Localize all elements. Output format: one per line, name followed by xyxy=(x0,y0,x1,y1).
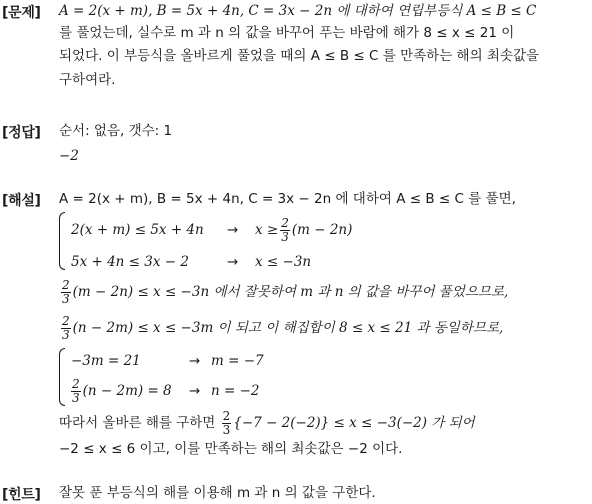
hint-text: 잘못 푼 부등식의 해를 이용해 m 과 n 의 값을 구한다. xyxy=(59,485,376,501)
sys2-row2-fraction xyxy=(71,378,81,405)
sys1-row2-left: 5x + 4n ≤ 3x − 2 xyxy=(71,254,189,270)
answer-value: −2 xyxy=(59,148,79,164)
fraction-denominator: 3 xyxy=(281,230,289,244)
sys1-row1-right-post: (m − 2n) xyxy=(291,222,353,238)
equation-system-2 xyxy=(59,346,539,408)
line5-post: {−7 − 2(−2)} ≤ x ≤ −3(−2) 가 되어 xyxy=(233,415,475,431)
problem-line-4: 구하여라. xyxy=(59,72,116,88)
sys1-row1-fraction xyxy=(280,217,290,244)
sys1-row1-right xyxy=(255,213,352,247)
answer-order-count: 순서: 없음, 갯수: 1 xyxy=(59,123,173,139)
fraction-numerator: 2 xyxy=(72,377,80,391)
fraction-numerator: 2 xyxy=(62,314,70,328)
inequality-system-1 xyxy=(59,210,539,272)
sys2-row2-left xyxy=(69,374,172,408)
line4-text: (n − 2m) ≤ x ≤ −3m 이 되고 이 해집합이 8 ≤ x ≤ 21 과 동일하므로, xyxy=(72,320,504,336)
line3-text: (m − 2n) ≤ x ≤ −3n 에서 잘못하여 m 과 n 의 값을 바꾸어 풀었으므로, xyxy=(72,284,509,300)
fraction-numerator: 2 xyxy=(222,408,231,423)
problem-line-1: A = 2(x + m), B = 5x + 4n, C = 3x − 2n 에 대하여 연립부등식 A ≤ B ≤ C xyxy=(59,3,537,19)
line3-fraction xyxy=(61,279,71,306)
sys1-row2-arrow: → xyxy=(227,254,239,270)
fraction-numerator: 2 xyxy=(281,216,289,230)
sys2-row1-left: −3m = 21 xyxy=(71,353,141,369)
solution-line-6: −2 ≤ x ≤ 6 이고, 이를 만족하는 해의 최솟값은 −2 이다. xyxy=(59,441,403,457)
solution-line-5 xyxy=(59,406,475,440)
sys2-row2-left-text: (n − 2m) = 8 xyxy=(82,383,172,399)
sys1-row2-right: x ≤ −3n xyxy=(255,254,312,270)
line5-fraction xyxy=(222,410,232,437)
problem-tag: [문제] xyxy=(2,5,41,21)
hint-tag: [힌트] xyxy=(2,487,41,503)
sys2-row1-arrow: → xyxy=(189,353,201,369)
sys1-row1-arrow: → xyxy=(227,222,239,238)
system-2-brace xyxy=(59,348,65,406)
fraction-numerator: 2 xyxy=(62,278,70,292)
solution-tag: [해설] xyxy=(2,193,41,209)
fraction-denominator: 3 xyxy=(62,292,70,306)
system-1-brace xyxy=(59,212,65,270)
fraction-denominator: 3 xyxy=(72,391,80,405)
line4-fraction xyxy=(61,315,71,342)
problem-line-3: 되었다. 이 부등식을 올바르게 풀었을 때의 A ≤ B ≤ C 를 만족하는 해의 최솟값을 xyxy=(59,48,540,64)
fraction-denominator: 3 xyxy=(62,328,70,342)
line5-pre: 따라서 올바른 해를 구하면 xyxy=(59,415,216,431)
sys1-row1-right-pre: x ≥ xyxy=(255,222,279,238)
sys2-row2-right: n = −2 xyxy=(211,383,260,399)
sys2-row2-arrow: → xyxy=(189,383,201,399)
solution-line-4 xyxy=(59,310,503,346)
sys2-row1-right: m = −7 xyxy=(211,353,264,369)
solution-intro: A = 2(x + m), B = 5x + 4n, C = 3x − 2n 에 대하여 A ≤ B ≤ C 를 풀면, xyxy=(59,191,516,207)
sys1-row1-left: 2(x + m) ≤ 5x + 4n xyxy=(71,222,204,238)
fraction-denominator: 3 xyxy=(222,422,231,437)
answer-tag: [정답] xyxy=(2,125,41,141)
solution-line-3 xyxy=(59,274,508,310)
problem-line-2: 를 풀었는데, 실수로 m 과 n 의 값을 바꾸어 푸는 바람에 해가 8 ≤ x ≤ 21 이 xyxy=(59,25,515,41)
